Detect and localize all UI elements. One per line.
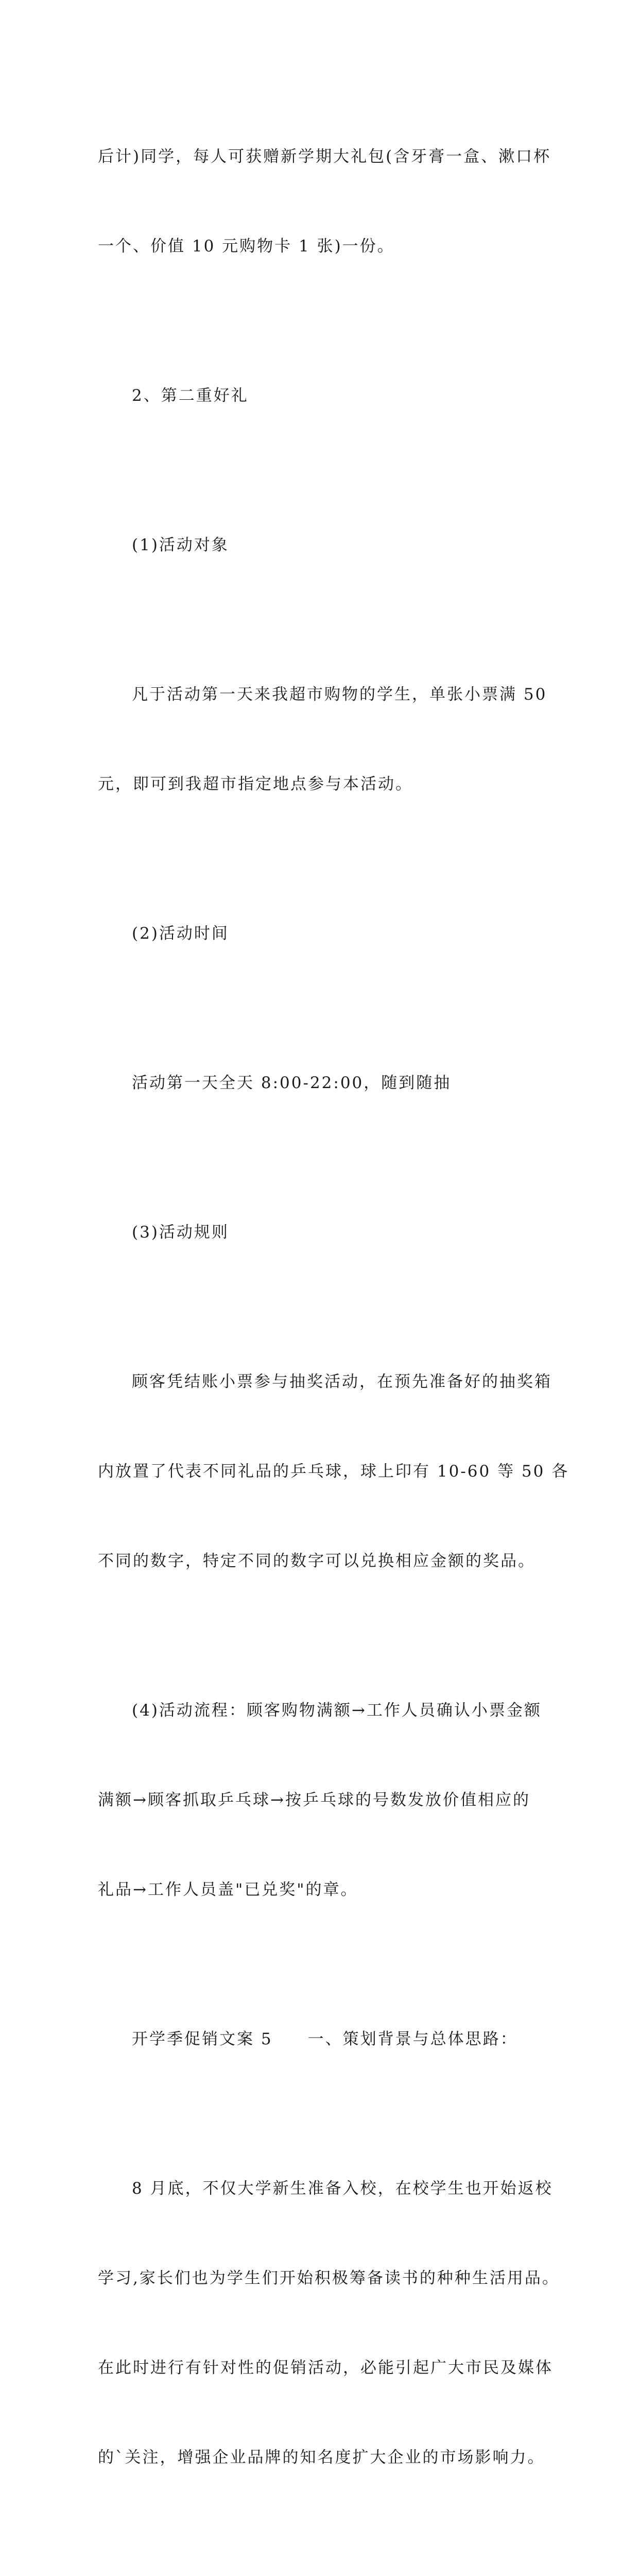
paragraph-activity-time <box>98 1008 546 1158</box>
heading-second-gift <box>98 321 546 470</box>
text-line: 一个、价值 10 元购物卡 1 张)一份。 <box>98 237 395 256</box>
text-line: (2)活动时间 <box>132 924 229 943</box>
text-line: 元，即可到我超市指定地点参与本活动。 <box>98 775 413 793</box>
text-line: (1)活动对象 <box>132 536 229 554</box>
text-line: (4)活动流程：顾客购物满额→工作人员确认小票金额 <box>132 1701 542 1720</box>
paragraph-activity-target <box>98 620 546 859</box>
text-line: 礼品→工作人员盖"已兑奖"的章。 <box>98 1880 358 1899</box>
paragraph-activity-rules <box>98 1307 569 1636</box>
text-line: 凡于活动第一天来我超市购物的学生，单张小票满 50 <box>132 685 547 704</box>
text-line: 开学季促销文案 5 一、策划背景与总体思路： <box>132 2030 518 2048</box>
paragraph-activity-process <box>98 1636 546 1964</box>
text-line: 学习,家长们也为学生们开始积极筹备读书的种种生活用品。 <box>98 2269 560 2287</box>
paragraph-gift-package-continued <box>98 82 551 321</box>
text-line: 8 月底，不仅大学新生准备入校，在校学生也开始返校 <box>132 2179 553 2198</box>
text-line: 后计)同学，每人可获赠新学期大礼包(含牙膏一盒、漱口杯 <box>98 147 551 166</box>
heading-activity-target <box>98 470 546 620</box>
paragraph-plan-background <box>98 2114 560 2532</box>
heading-activity-time <box>98 859 546 1008</box>
text-line: 2、第二重好礼 <box>132 386 249 405</box>
heading-plan-background <box>98 1964 546 2114</box>
text-line: 在此时进行有针对性的促销活动，必能引起广大市民及媒体 <box>98 2359 553 2377</box>
heading-activity-rules <box>98 1158 546 1307</box>
text-line: 内放置了代表不同礼品的乒乓球，球上印有 10-60 等 50 各 <box>98 1462 569 1481</box>
text-line: 不同的数字，特定不同的数字可以兑换相应金额的奖品。 <box>98 1552 536 1570</box>
heading-section-time <box>98 2532 546 2576</box>
document-body <box>98 82 569 2576</box>
text-line: 满额→顾客抓取乒乓球→按乒乓球的号数发放价值相应的 <box>98 1791 530 1809</box>
text-line: 活动第一天全天 8:00-22:00，随到随抽 <box>132 1074 452 1092</box>
text-line: (3)活动规则 <box>132 1223 229 1242</box>
text-line: 的`关注，增强企业品牌的知名度扩大企业的市场影响力。 <box>98 2448 545 2467</box>
text-line: 顾客凭结账小票参与抽奖活动，在预先准备好的抽奖箱 <box>132 1372 552 1391</box>
